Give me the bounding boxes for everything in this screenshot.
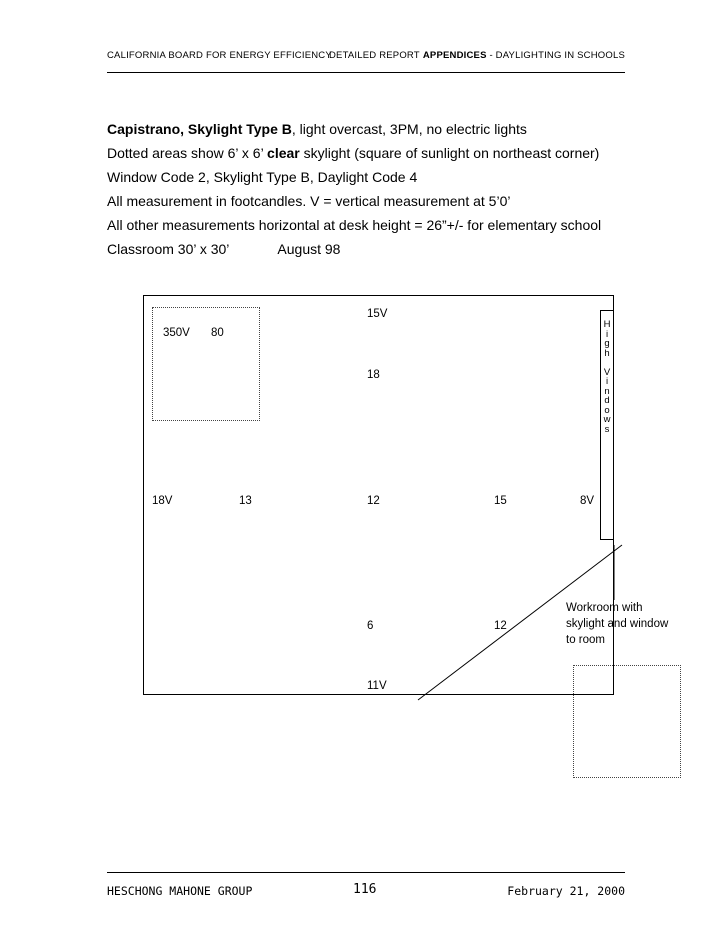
measurement-350v: 350V <box>163 327 190 339</box>
windows-glyph: n <box>604 385 610 397</box>
desc-classroom-size: Classroom 30’ x 30’ <box>107 241 230 257</box>
desc-line-2-bold: clear <box>267 145 300 161</box>
windows-glyph: V <box>603 366 611 378</box>
windows-glyph: w <box>603 414 611 425</box>
measurement-13: 13 <box>239 495 252 507</box>
measurement-80: 80 <box>211 327 224 339</box>
windows-glyph: s <box>604 423 610 435</box>
measurement-6: 6 <box>367 620 374 632</box>
windows-glyph: H <box>603 319 611 330</box>
windows-glyph: i <box>605 328 609 340</box>
measurement-8v: 8V <box>580 495 595 507</box>
desc-title-rest: , light overcast, 3PM, no electric lights <box>291 121 527 137</box>
footer-org: HESCHONG MAHONE GROUP <box>107 884 253 898</box>
desc-line-4: All measurement in footcandles. V = vertical measurement at 5’0’ <box>107 193 511 209</box>
high-windows-label <box>600 320 614 434</box>
page-number: 116 <box>353 882 377 897</box>
desc-line-2-post: skylight (square of sunlight on northeast corner) <box>299 145 600 161</box>
windows-glyph: d <box>604 395 610 406</box>
measurement-15: 15 <box>494 495 507 507</box>
windows-glyph: o <box>604 404 610 416</box>
windows-glyph: g <box>604 338 610 349</box>
workroom-callout: Workroom with skylight and window to room <box>566 602 669 646</box>
header-org: CALIFORNIA BOARD FOR ENERGY EFFICIENCY <box>107 50 332 61</box>
windows-glyph: h <box>604 347 610 359</box>
header-report: DETAILED REPORT <box>329 50 420 61</box>
header-section-rest: - DAYLIGHTING IN SCHOOLS <box>486 50 625 61</box>
windows-glyph: i <box>605 376 609 387</box>
measurement-18v: 18V <box>152 495 173 507</box>
measurement-15v: 15V <box>367 308 388 320</box>
measurement-11v: 11V <box>367 680 387 692</box>
desc-line-3: Window Code 2, Skylight Type B, Daylight Code 4 <box>107 169 418 185</box>
footer-rule <box>107 872 625 873</box>
measurement-12: 12 <box>367 495 380 507</box>
desc-title-bold: Capistrano, Skylight Type B <box>107 121 292 137</box>
footer-date: February 21, 2000 <box>507 884 625 898</box>
desc-line-2-pre: Dotted areas show 6’ x 6’ <box>107 145 268 161</box>
measurement-12-lower: 12 <box>494 620 507 632</box>
header-section-bold: APPENDICES <box>422 50 487 61</box>
desc-date: August 98 <box>277 241 341 257</box>
measurement-18: 18 <box>367 369 380 381</box>
desc-line-5: All other measurements horizontal at desk height = 26”+/- for elementary school <box>107 217 602 233</box>
